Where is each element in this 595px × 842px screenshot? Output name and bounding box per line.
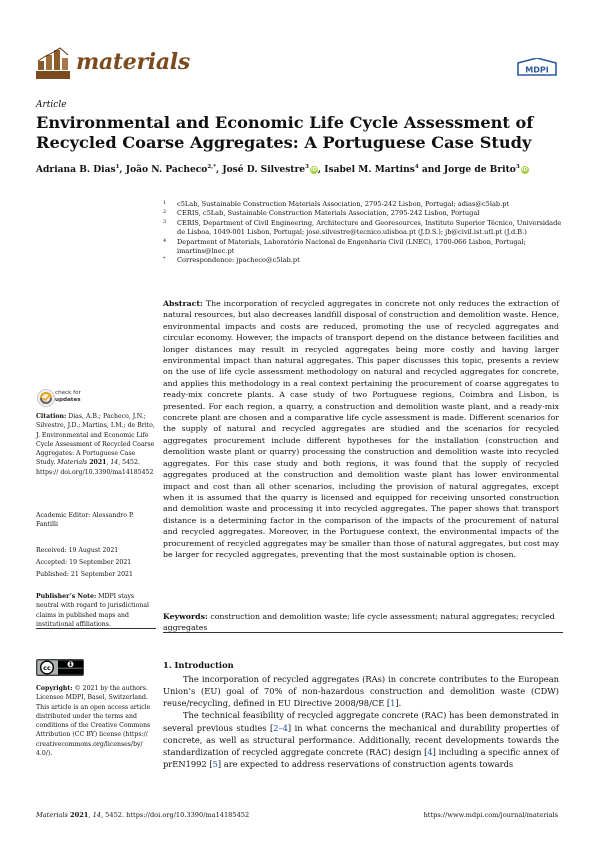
affiliation-text: c5Lab, Sustainable Construction Materials Association, 2795-242 Lisbon, Portugal; adias@c5lab.pt xyxy=(177,200,510,208)
affiliation-item xyxy=(163,209,563,218)
reference-link[interactable]: 2–4 xyxy=(273,722,288,733)
publisher-name: MDPI xyxy=(525,65,549,75)
affiliation-number: * xyxy=(163,256,166,263)
abstract-text: The incorporation of recycled aggregates in concrete not only reduces the extraction of natural resources, but also decreases landfill disposal of construction and demolition waste. Hence, environmental impacts and costs are reduced, promoting the use of recycled aggregates and circular economy. However, the impacts of transport depend on the distance between facilities and longer distances may result in recycled aggregates being more costly and having larger environmental impact than natural aggregates. This paper discusses this topic, presents a review on the use of life cycle assessment methodology on natural and recycled aggregates for concrete, and applies this methodology in a real context pertaining the procurement of coarse aggregates to ready-mix concrete plants. A case study of two Portuguese regions, Coimbra and Lisbon, is presented. For each region, a quarry, a construction and demolition waste plant, and a ready-mix concrete plant are chosen and a comparative life cycle assessment is made. Different scenarios for the supply of natural and recycled aggregates are studied and the scenarios for recycled aggregates procurement include different hypotheses for the installation (construction and demolition waste plant or quarry) processing the construction and demolition waste into recycled aggregates. For this case study and both regions, it was found that the supply of recycled aggregates produced at the construction and demolition waste plant has lower environmental impact and cost than all other scenarios, including the provision of natural aggregates, except when it is assumed that the quarry is licensed and equipped for receiving unsorted construction and demolition waste and processing it into recycled aggregates. The paper shows that transport distance is a determining factor in the comparison of the impacts of the procurement of natural and recycled aggregates. Moreover, in the Portuguese context, the environmental impacts of the procurement of recycled aggregates may be smaller than those of natural aggregates, but cost may be larger for recycled aggregates, preventing that the most sustainable option is chosen. xyxy=(163,299,560,559)
author-affiliation-number: 3 xyxy=(515,164,520,170)
citation-block: Citation: Dias, A.B.; Pacheco, J.N.; Silvestre, J.D.; Martins, I.M.; de Brito, J. Environmental and Economic Life Cycle Assessment of Recycled Coarse Aggregates: A Portuguese Case Study. Materials 2021, 14, 5452. https:// doi.org/10.3390/ma14185452 xyxy=(36,413,155,476)
citation-doi[interactable]: , 5452. https:// doi.org/10.3390/ma14185452 xyxy=(36,459,154,476)
check-for-updates[interactable] xyxy=(55,390,81,404)
keywords-label: Keywords: xyxy=(163,612,208,621)
affiliation-number: 2 xyxy=(163,209,167,216)
affiliation-number: 3 xyxy=(163,218,167,225)
citation-year: 2021 xyxy=(89,459,107,467)
publisher-note-label: Publisher’s Note: xyxy=(36,593,97,600)
intro-p2-text-d: ] are expected to address reservations of construction agents towards xyxy=(217,759,514,770)
citation-label: Citation: xyxy=(36,413,67,420)
footer-year: 2021 xyxy=(70,811,89,819)
author-affiliation-number: 4 xyxy=(414,164,419,170)
affiliation-item xyxy=(163,256,563,265)
author-name: Adriana B. Dias xyxy=(36,164,116,176)
abstract xyxy=(163,298,559,560)
affiliations xyxy=(163,200,563,266)
citation-text: Dias, A.B.; Pacheco, J.N.; Silvestre, J.D.; Martins, I.M.; de Brito, J. Environmental and Economic Life Cycle Assessment of Recycled Coarse Aggregates: A Portuguese Case Study. xyxy=(36,413,155,467)
intro-paragraph-1 xyxy=(163,673,559,709)
reference-link[interactable]: 5 xyxy=(212,759,218,770)
article-type: Article xyxy=(36,100,67,110)
received-date: Received: 19 August 2021 xyxy=(36,547,119,554)
affiliation-text: Department of Materials, Laboratório Nacional de Engenharia Civil (LNEC), 1700-066 Lisbon, Portugal; imartins@lnec.pt xyxy=(177,237,526,256)
article-title: Environmental and Economic Life Cycle Assessment of Recycled Coarse Aggregates: A Portuguese Case Study xyxy=(36,113,534,152)
affiliation-item xyxy=(163,219,563,238)
intro-p2-text-a: The technical feasibility of recycled aggregate concrete (RAC) has been demonstrated in several previous studies [ xyxy=(163,710,559,733)
footer-journal-url[interactable]: https://www.mdpi.com/journal/materials xyxy=(423,811,558,819)
intro-p1-text-a: The incorporation of recycled aggregates (RAs) in concrete contributes to the European Union’s (EU) goal of 70% of non-hazardous construction and demolition waste (CDW) reuse/recycling, defined in EU Directive 2008/98/CE [ xyxy=(163,674,559,709)
intro-p2-text-b: ] in what concerns the mechanical and durability properties of concrete, as well as structural performance. Additionally, recent developments towards the standardization of recycled aggregate concrete (RAC) design [ xyxy=(163,722,559,757)
affiliation-text: CERIS, Department of Civil Engineering, Architecture and Georesources, Instituto Superior Técnico, Universidade de Lisboa, 1049-001 Lisbon, Portugal; jose.silvestre@tecnico.ulisboa.pt (J.D.S.); jb@civil.ist.utl.pt (J.d.B.) xyxy=(177,218,562,237)
author-name: Isabel M. Martins xyxy=(324,164,415,176)
affiliation-text: Correspondence: jpacheco@c5lab.pt xyxy=(177,256,300,265)
cc-by-license-icon[interactable] xyxy=(36,659,84,676)
introduction-body xyxy=(163,673,559,770)
sidebar-divider xyxy=(36,628,156,629)
check-for-updates-icon[interactable] xyxy=(36,388,56,408)
affiliation-text: CERIS, c5Lab, Sustainable Construction Materials Association, 2795-242 Lisbon, Portugal xyxy=(177,209,480,218)
footer-volume: 14 xyxy=(92,811,101,819)
author-list xyxy=(36,164,576,175)
copyright xyxy=(36,684,156,758)
journal-logo-icon xyxy=(36,47,70,79)
publisher-logo xyxy=(516,58,558,76)
footer-citation: Materials 2021, 14, 5452. https://doi.org/10.3390/ma14185452 xyxy=(36,811,250,819)
citation-journal: Materials xyxy=(57,459,88,467)
affiliation-number: 4 xyxy=(163,237,167,244)
accepted-date: Accepted: 19 September 2021 xyxy=(36,559,132,566)
author-separator: , xyxy=(317,164,325,176)
intro-p1-text-b: ]. xyxy=(395,698,402,709)
keywords-text: construction and demolition waste; life cycle assessment; natural aggregates; recycled aggregates xyxy=(163,612,555,632)
author-separator: , xyxy=(119,164,126,176)
abstract-label: Abstract: xyxy=(163,299,203,308)
author-name: Jorge de Brito xyxy=(443,164,516,176)
published-date: Published: 21 September 2021 xyxy=(36,571,133,578)
author-separator: , xyxy=(215,164,223,176)
check-line2: updates xyxy=(55,397,81,403)
intro-paragraph-2 xyxy=(163,709,559,770)
check-line1: check for xyxy=(55,390,81,396)
section-heading-introduction: 1. Introduction xyxy=(163,660,234,670)
cc-icon-text: cc xyxy=(43,664,51,672)
footer-journal: Materials xyxy=(36,811,68,819)
copyright-text: © 2021 by the authors. Licensee MDPI, Basel, Switzerland. This article is an open access article distributed under the terms and conditions of the Creative Commons Attribution (CC BY) license (https:// creativecommons.org/licenses/by/ 4.0/). xyxy=(36,685,151,758)
author-affiliation-number: 1 xyxy=(115,164,120,170)
copyright-label: Copyright: xyxy=(36,685,73,692)
main-divider xyxy=(163,632,563,633)
affiliation-item xyxy=(163,238,563,257)
citation-volume: 14 xyxy=(110,459,119,467)
author-name: João N. Pacheco xyxy=(125,164,208,176)
affiliation-number: 1 xyxy=(163,200,167,206)
publisher-note xyxy=(36,592,156,629)
author-name: José D. Silvestre xyxy=(222,164,306,176)
orcid-icon[interactable]: iD xyxy=(521,167,528,174)
publisher-note-text: MDPI stays neutral with regard to jurisdictional claims in published maps and institutional affiliations. xyxy=(36,593,150,628)
affiliation-item xyxy=(163,200,563,209)
journal-name: materials xyxy=(76,49,190,75)
intro-p2-text-c: ] including a specific annex of prEN1992 [ xyxy=(163,746,559,770)
academic-editor: Academic Editor: Alessandro P. Fantilli xyxy=(36,512,134,529)
author-affiliation-number: 3 xyxy=(305,164,309,170)
orcid-icon[interactable]: iD xyxy=(310,167,317,174)
reference-link[interactable]: 1 xyxy=(390,698,396,709)
reference-link[interactable]: 4 xyxy=(427,746,433,757)
keywords xyxy=(163,611,563,633)
author-affiliation-number: 2,* xyxy=(207,164,216,170)
footer-doi[interactable]: , 5452. https://doi.org/10.3390/ma14185452 xyxy=(100,811,250,819)
author-separator: and xyxy=(418,164,444,176)
